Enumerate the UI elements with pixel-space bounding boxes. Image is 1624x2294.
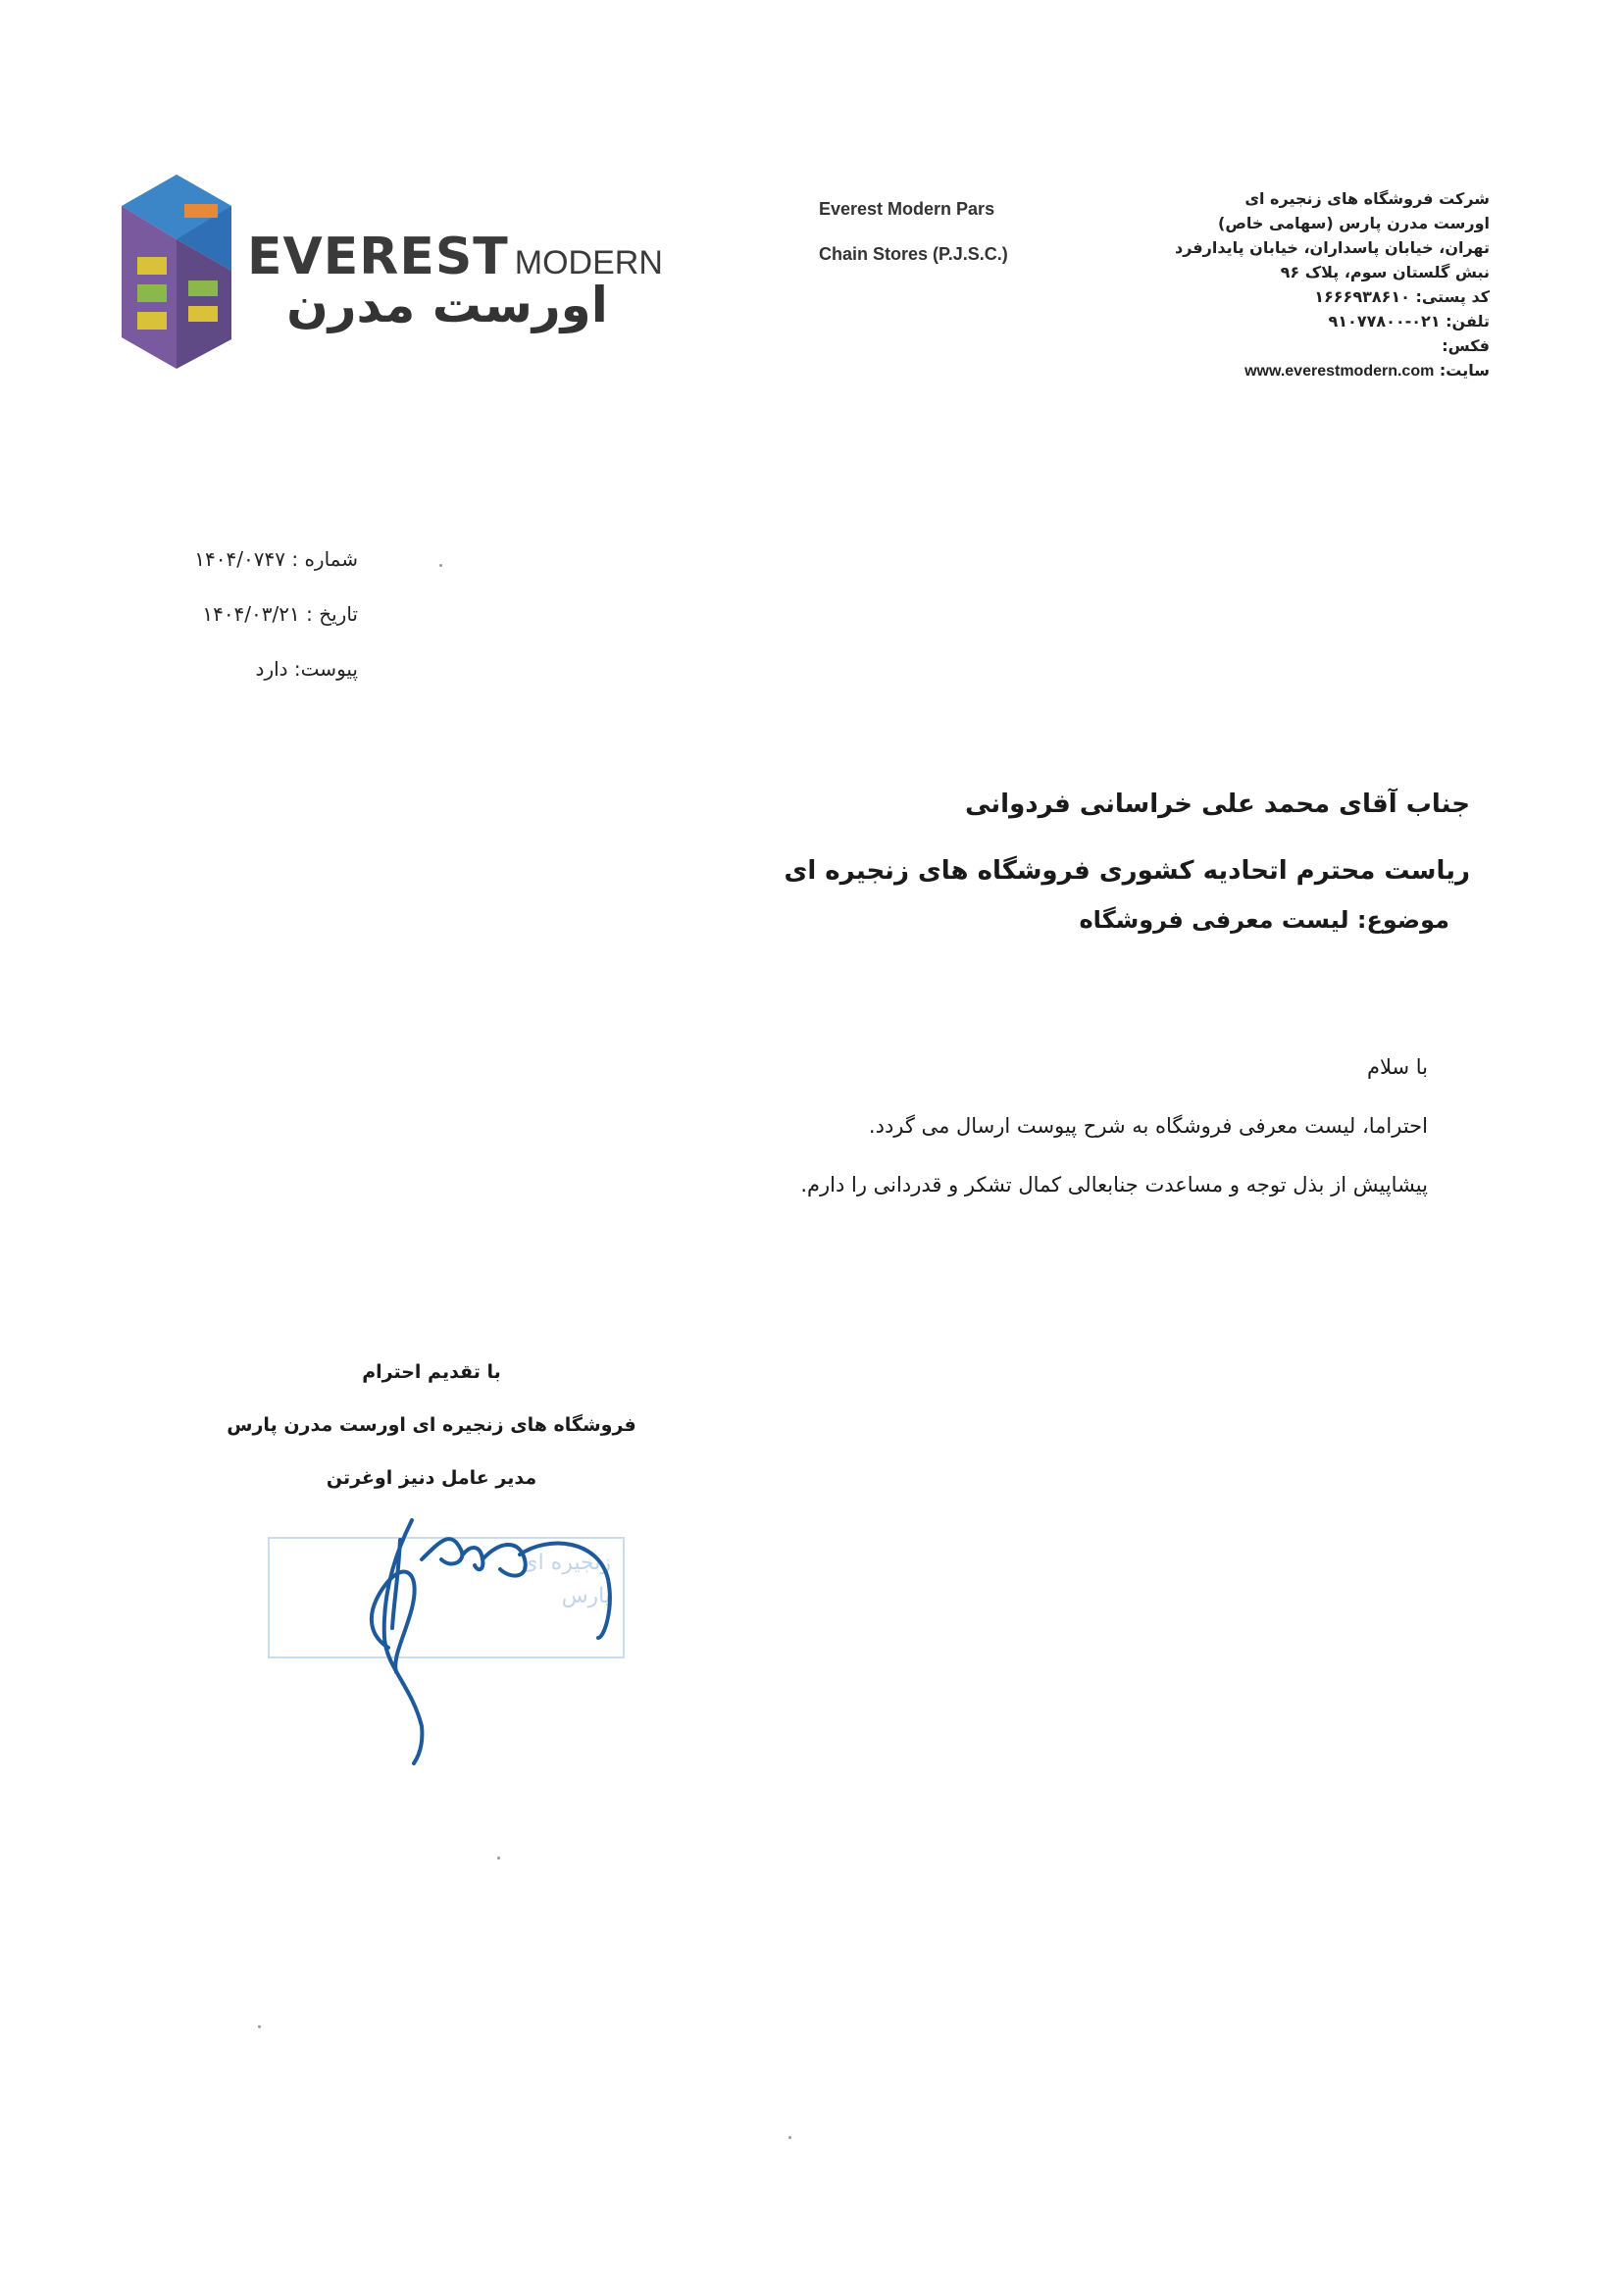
company-site: [1078, 358, 1490, 383]
company-site-url[interactable]: www.everestmodern.com: [1244, 363, 1435, 380]
company-name-en: Everest Modern Pars: [819, 199, 995, 219]
logo-word-everest: EVEREST: [247, 228, 509, 286]
recipient-block: [587, 771, 1470, 904]
letter-meta: [137, 532, 358, 696]
company-address1: تهران، خیابان پاسداران، خیابان پایدارفرد: [1174, 238, 1490, 257]
scan-speck: [258, 2025, 261, 2028]
letter-number: شماره : ۱۴۰۴/۰۷۴۷: [194, 547, 358, 571]
body-greeting: با سلام: [1366, 1055, 1428, 1079]
company-address2: نبش گلستان سوم، پلاک ۹۶: [1280, 263, 1490, 281]
stamp-line1: زنجیره ای: [521, 1551, 611, 1575]
closing-signatory: مدیر عامل دنیز اوغرتن: [326, 1467, 537, 1489]
letter-date: تاریخ : ۱۴۰۴/۰۳/۲۱: [202, 602, 358, 626]
logo-wordmark-fa: اورست مدرن: [286, 277, 608, 333]
company-header-en: [819, 186, 1008, 277]
body-line2: پیشاپیش از بذل توجه و مساعدت جنابعالی کمال تشکر و قدردانی را دارم.: [800, 1173, 1428, 1197]
recipient-title: ریاست محترم اتحادیه کشوری فروشگاه های زنجیره ای: [784, 856, 1470, 886]
closing-company: فروشگاه های زنجیره ای اورست مدرن پارس: [227, 1414, 636, 1436]
closing-regards: با تقدیم احترام: [362, 1361, 501, 1383]
scan-speck: [788, 2136, 791, 2139]
recipient-name: جناب آقای محمد علی خراسانی فردوانی: [965, 790, 1470, 819]
company-phone: تلفن: ۰۲۱-۹۱۰۷۷۸۰۰: [1328, 312, 1490, 331]
logo-word-modern: MODERN: [514, 244, 663, 281]
company-site-label: سایت:: [1439, 361, 1490, 380]
logo-cube-icon: [122, 175, 231, 369]
handwritten-signature: [353, 1501, 647, 1765]
company-line1: شرکت فروشگاه های زنجیره ای: [1244, 189, 1490, 208]
company-subtitle-en: Chain Stores (P.J.S.C.): [819, 244, 1008, 264]
company-postal: کد پستی: ۱۶۶۶۹۳۸۶۱۰: [1314, 287, 1490, 306]
closing-block: [196, 1346, 667, 1504]
company-line2: اورست مدرن پارس (سهامی خاص): [1218, 214, 1490, 232]
stamp-line2: پارس: [561, 1584, 611, 1608]
scan-speck: [497, 1857, 500, 1860]
company-fax: فکس:: [1442, 336, 1490, 355]
body-line1: احتراما، لیست معرفی فروشگاه به شرح پیوست ارسال می گردد.: [868, 1114, 1428, 1138]
letter-attachment: پیوست: دارد: [255, 657, 358, 681]
letter-subject: موضوع: لیست معرفی فروشگاه: [1079, 906, 1449, 934]
company-header-fa: [1078, 186, 1490, 383]
letter-body: [545, 1038, 1428, 1214]
scan-speck: [439, 564, 442, 567]
